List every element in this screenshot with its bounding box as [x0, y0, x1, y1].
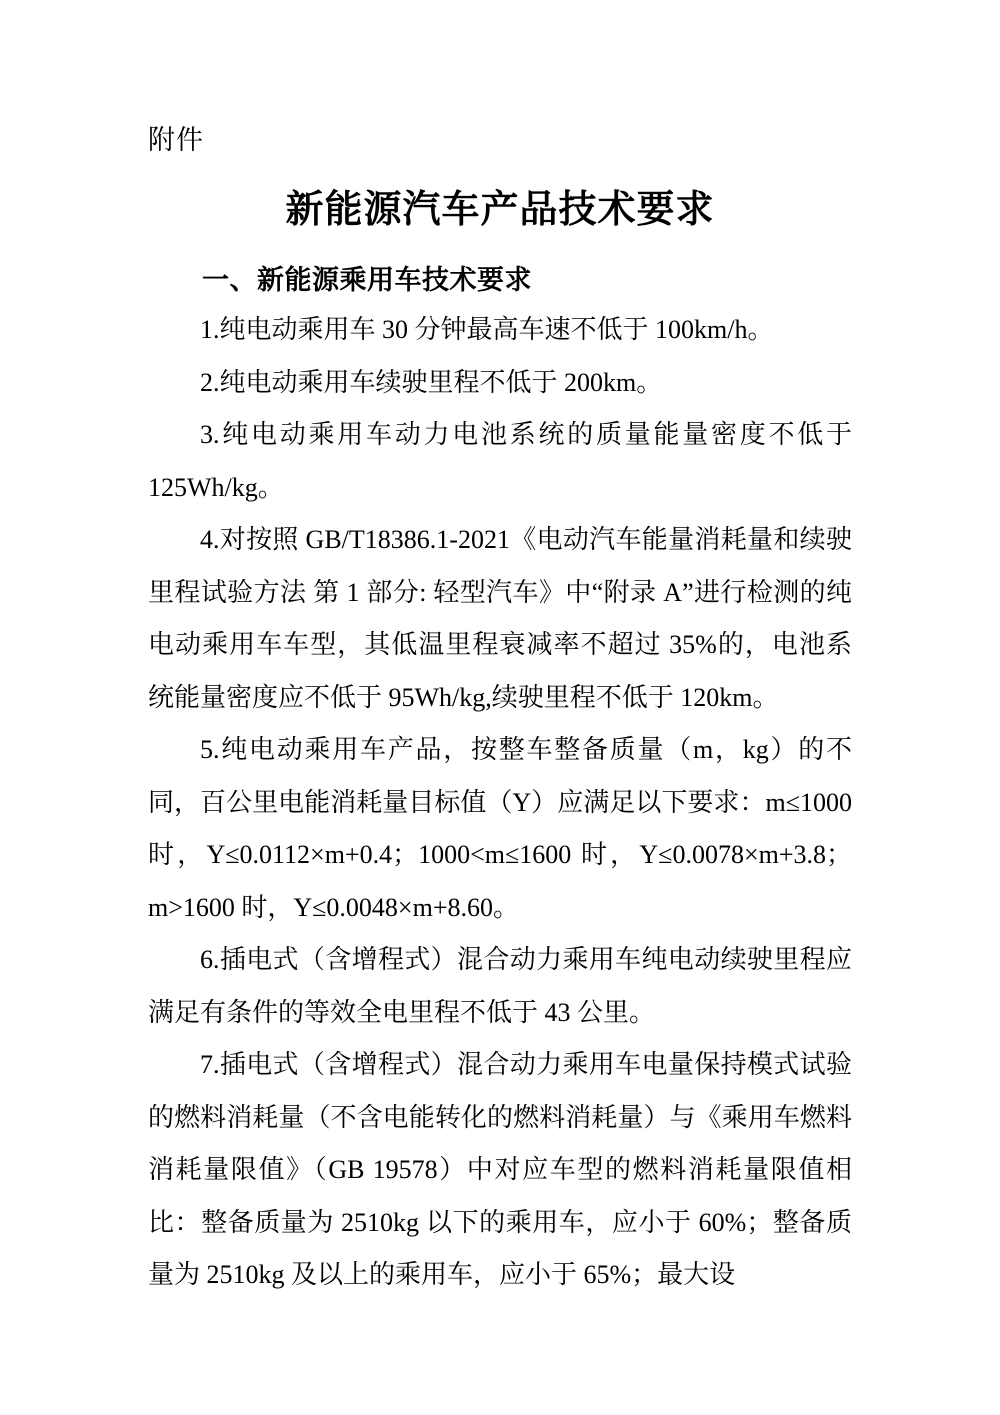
document-body — [148, 304, 852, 1302]
paragraph-2: 2.纯电动乘用车续驶里程不低于 200km。 — [200, 367, 663, 397]
paragraph-6: 6.插电式（含增程式）混合动力乘用车纯电动续驶里程应满足有条件的等效全电里程不低于 43 公里。 — [148, 945, 852, 1027]
paragraph-4: 4.对按照 GB/T18386.1-2021《电动汽车能量消耗量和续驶里程试验方法 第 1 部分: 轻型汽车》中“附录 A”进行检测的纯电动乘用车车型，其低温里程衰减率不超过 35%的，电池系统能量密度应不低于 95Wh/kg,续驶里程不低于 120km。 — [148, 525, 852, 712]
attachment-label: 附件 — [148, 125, 204, 155]
paragraph-1: 1.纯电动乘用车 30 分钟最高车速不低于 100km/h。 — [200, 315, 774, 344]
paragraph-5: 5.纯电动乘用车产品，按整车整备质量（m，kg）的不同，百公里电能消耗量目标值（Y）应满足以下要求：m≤1000 时，Y≤0.0112×m+0.4；1000<m≤1600 时，Y≤0.0078×m+3.8；m>1600 时，Y≤0.0048×m+8.60。 — [148, 735, 852, 922]
section-heading: 一、新能源乘用车技术要求 — [202, 265, 532, 295]
paragraph-3: 3.纯电动乘用车动力电池系统的质量能量密度不低于 125Wh/kg。 — [148, 420, 852, 502]
document-title: 新能源汽车产品技术要求 — [285, 189, 715, 231]
paragraph-7: 7.插电式（含增程式）混合动力乘用车电量保持模式试验的燃料消耗量（不含电能转化的燃料消耗量）与《乘用车燃料消耗量限值》（GB 19578）中对应车型的燃料消耗量限值相比：整备质量为 2510kg 以下的乘用车，应小于 60%；整备质量为 2510kg 及以上的乘用车，应小于 65%；最大设 — [148, 1050, 852, 1289]
